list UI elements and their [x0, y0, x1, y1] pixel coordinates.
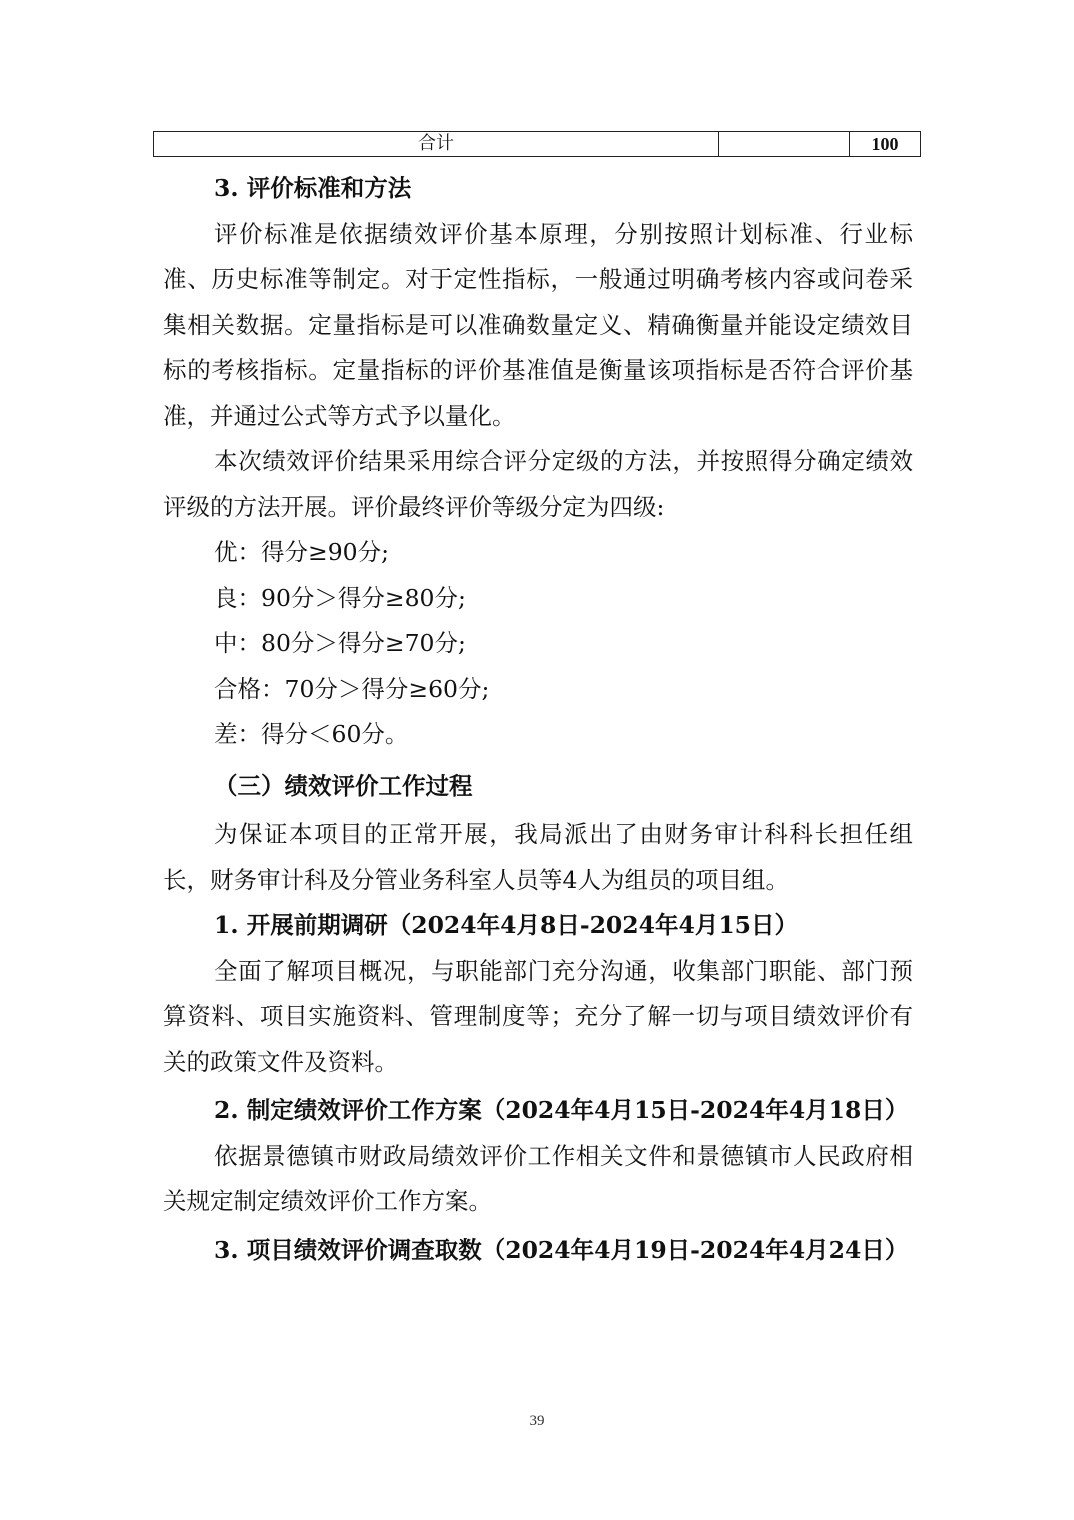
grade-pass: 合格：70分＞得分≥60分;: [214, 674, 490, 703]
total-empty-cell: [719, 132, 850, 157]
grade-poor: 差：得分＜60分。: [214, 720, 409, 748]
step-text-plan: 依据景德镇市财政局绩效评价工作相关文件和景德镇市人民政府相关规定制定绩效评价工作方案。: [163, 1141, 913, 1215]
paragraph-team: 为保证本项目的正常开展，我局派出了由财务审计科科长担任组长，财务审计科及分管业务科室人员等4人为组员的项目组。: [163, 820, 913, 894]
step-heading-plan: 2. 制定绩效评价工作方案（2024年4月15日-2024年4月18日）: [214, 1096, 909, 1124]
paragraph-grading-method: 本次绩效评价结果采用综合评分定级的方法，并按照得分确定绩效评级的方法开展。评价最终评价等级分定为四级:: [163, 447, 913, 521]
page-number: 39: [529, 1413, 545, 1429]
step-heading-survey: 3. 项目绩效评价调查取数（2024年4月19日-2024年4月24日）: [214, 1235, 909, 1264]
total-label-cell: 合计: [154, 132, 719, 157]
step-heading-research: 1. 开展前期调研（2024年4月8日-2024年4月15日）: [214, 911, 799, 939]
grade-good: 良：90分＞得分≥80分;: [214, 583, 466, 612]
grade-excellent: 优：得分≥90分;: [214, 538, 390, 566]
document-body: [163, 166, 913, 1273]
total-value-cell: 100: [850, 132, 921, 157]
section-heading-process: （三）绩效评价工作过程: [214, 771, 473, 800]
score-total-table: [153, 131, 921, 157]
paragraph-standards: 评价标准是依据绩效评价基本原理，分别按照计划标准、行业标准、历史标准等制定。对于定性指标，一般通过明确考核内容或问卷采集相关数据。定量指标是可以准确数量定义、精确衡量并能设定绩效目标的考核指标。定量指标的评价基准值是衡量该项指标是否符合评价基准，并通过公式等方式予以量化。: [163, 219, 913, 430]
step-text-research: 全面了解项目概况，与职能部门充分沟通，收集部门职能、部门预算资料、项目实施资料、管理制度等；充分了解一切与项目绩效评价有关的政策文件及资料。: [163, 956, 913, 1076]
table-row-total: [154, 132, 921, 157]
section-heading-standards: 3. 评价标准和方法: [214, 174, 412, 202]
grade-medium: 中：80分＞得分≥70分;: [214, 629, 466, 657]
